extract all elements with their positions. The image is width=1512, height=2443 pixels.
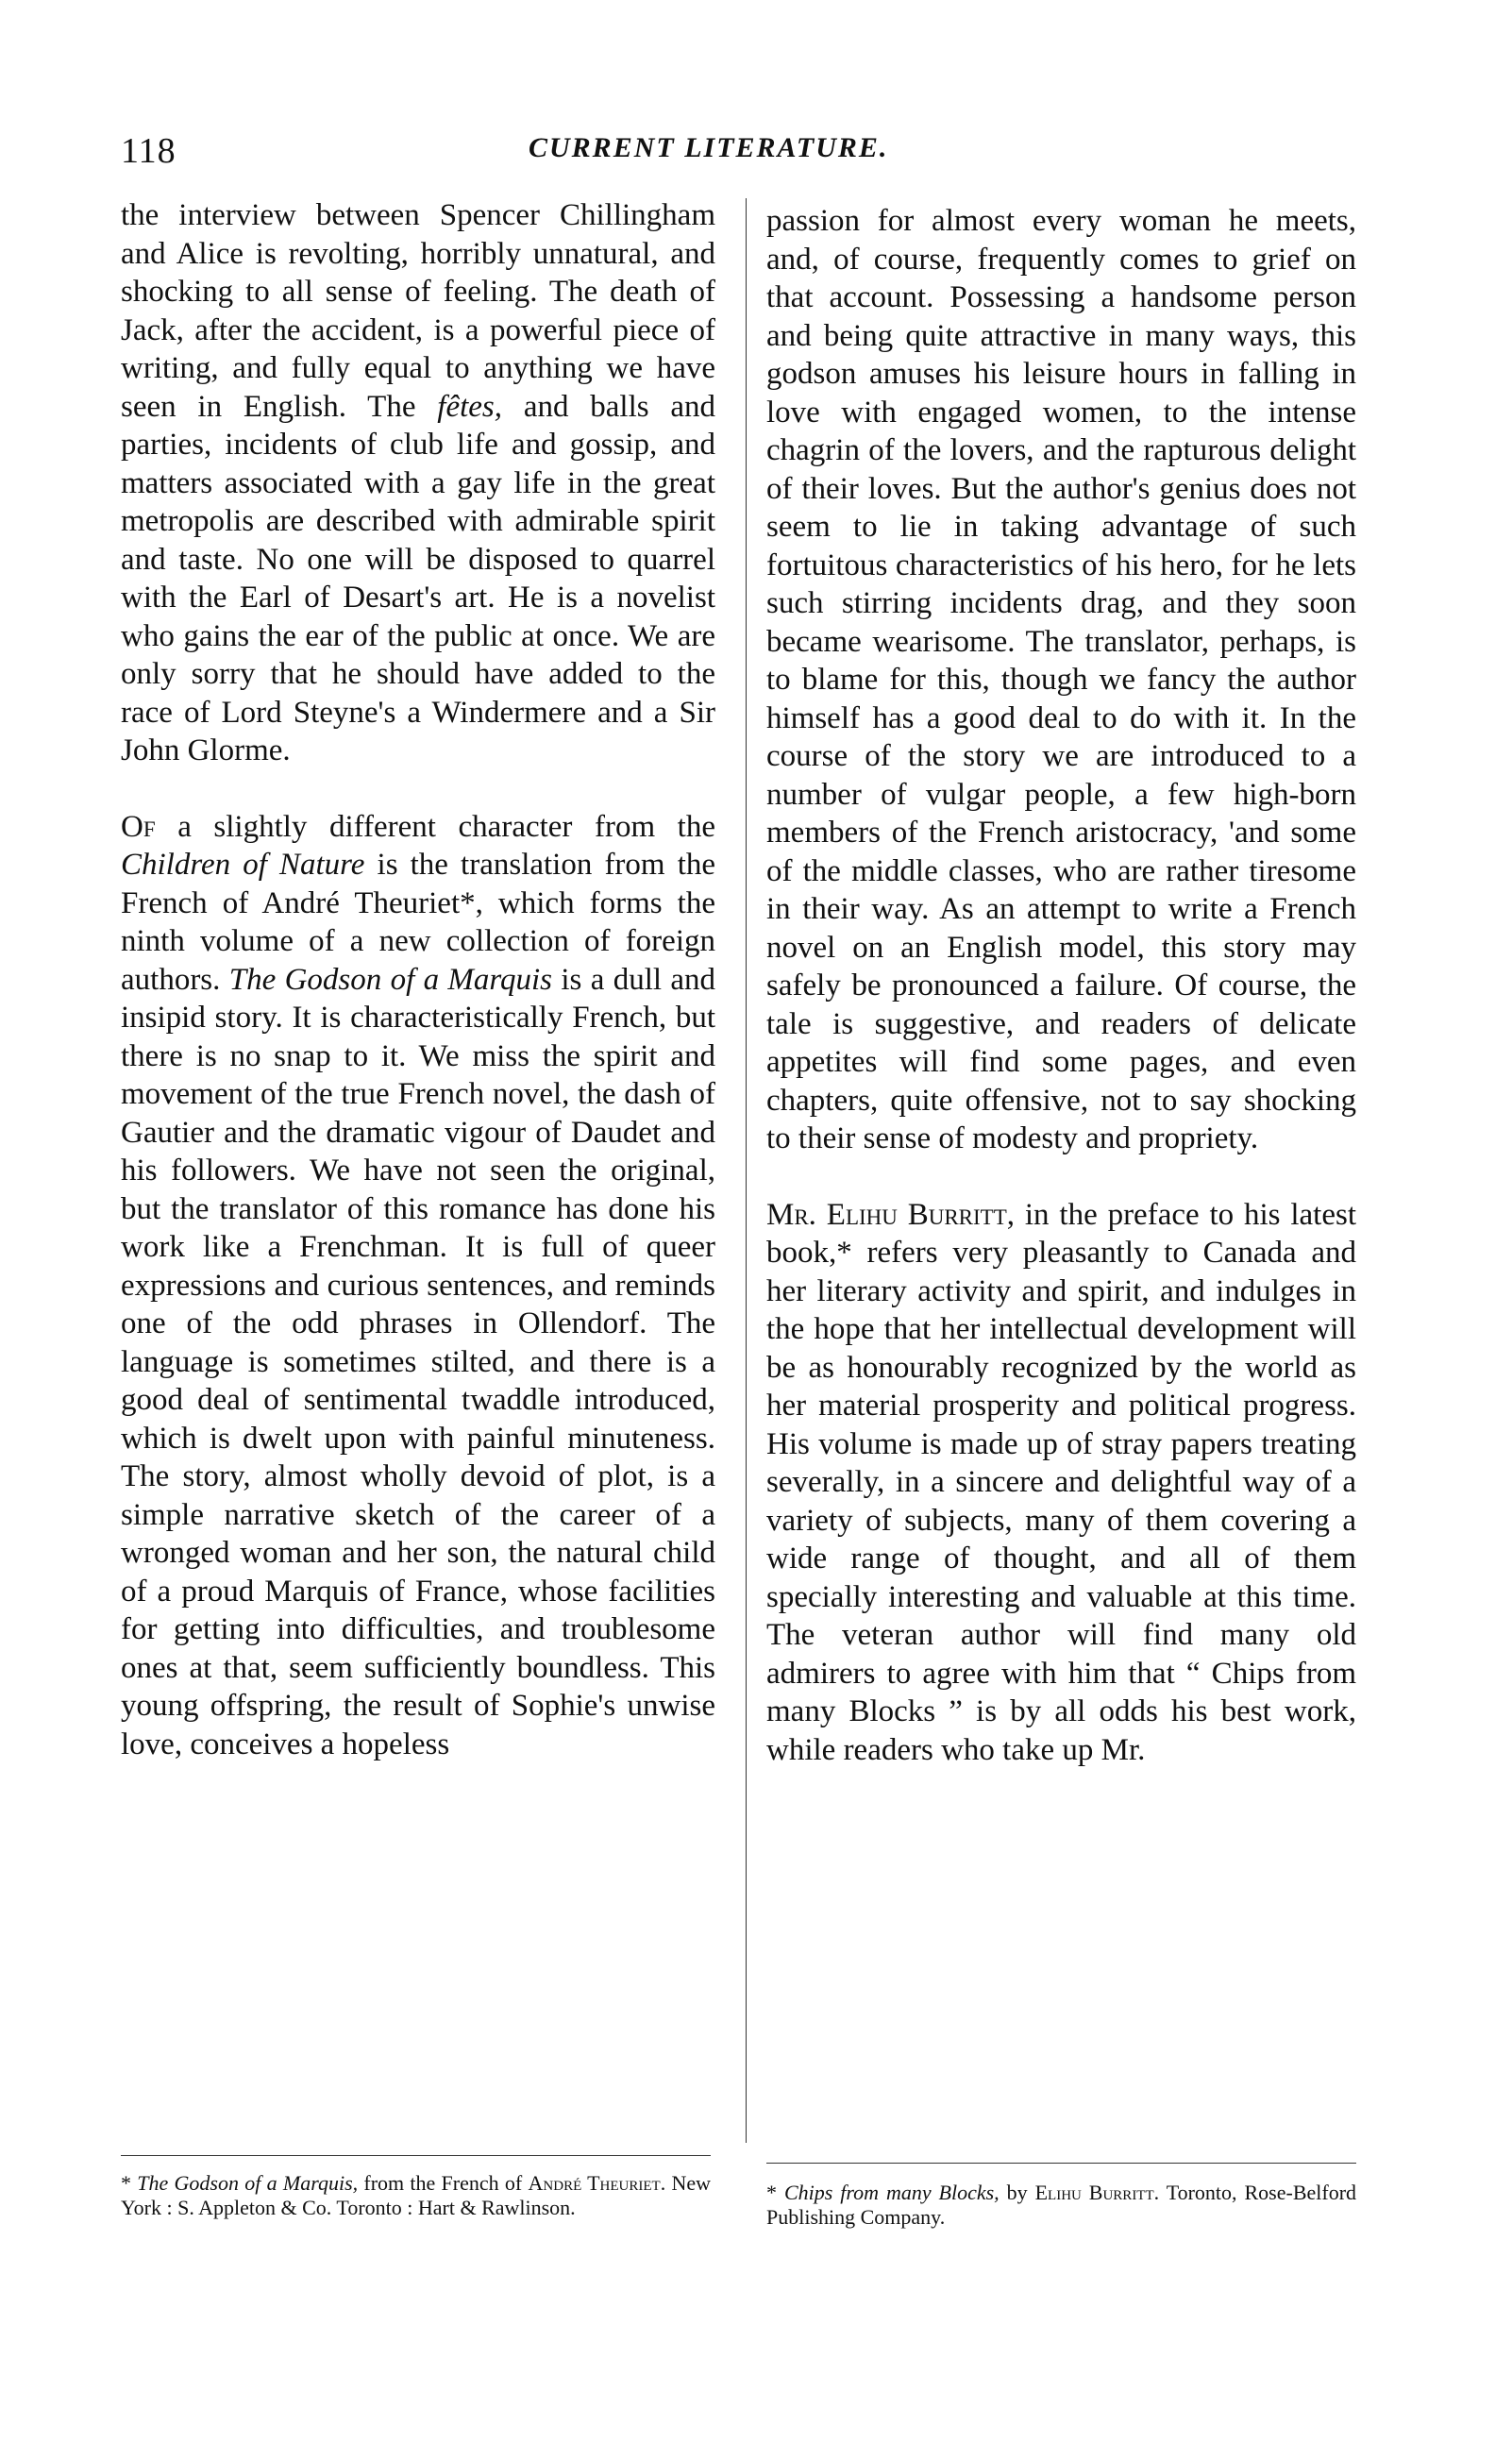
footnote-right-pub: Toronto, Rose-Belford Publishing Company. (766, 2181, 1357, 2229)
footnote-right-title: Chips from many Blocks, (783, 2181, 1000, 2204)
footnote-left-title: The Godson of a Marquis, (137, 2171, 359, 2195)
left-p1-text: the interview between Spencer Chillingham and Alice is revolting, horribly unnatural, and shocking to all sense of feeling. The death of Jack, after the accident, is a powerful piece of writing, and fully equal to anything we have seen in English. The (121, 198, 715, 424)
left-p2-a: a slightly different character from the (177, 809, 715, 844)
column-divider (746, 198, 747, 2143)
footnote-rule-right (766, 2163, 1356, 2164)
footnote-left (121, 2171, 711, 2220)
left-paragraph-1 (121, 196, 715, 770)
right-paragraph-2 (766, 1196, 1356, 1770)
left-column (121, 196, 715, 1801)
footnote-rule-left (121, 2155, 711, 2156)
page-number: 118 (121, 131, 176, 171)
left-p2-b: is the translation from the French of André Theuriet*, which forms the ninth volume of a new collection of foreign authors. (121, 848, 716, 997)
left-p2-c: is a dull and insipid story. It is characteristically French, but there is no snap to it. We miss the spirit and movement of the true French novel, the dash of Gautier and the dramatic vigour of Daudet and his followers. We have not seen the original, but the translator of this romance has done his work like a Frenchman. It is full of queer expressions and curious sentences, and reminds one of the odd phrases in Ollendorf. The language is sometimes stilted, and there is a good deal of sentimental twaddle introduced, which is dwelt upon with painful minuteness. The story, almost wholly devoid of plot, is a simple narrative sketch of the career of a wronged woman and her son, the natural child of a proud Marquis of France, whose facilities for getting into difficulties, and troublesome ones at that, seem sufficiently boundless. This young offspring, the result of Sophie's unwise love, conceives a hopeless (121, 962, 716, 1761)
right-paragraph-1: passion for almost every woman he meets, and, of course, frequently comes to grief on that account. Possessing a handsome person and being quite attractive in many ways, this godson amuses his leisure hours in falling in love with engaged women, to the intense chagrin of the lovers, and the rapturous delight of their loves. But the author's genius does not seem to lie in taking advantage of such fortuitous characteristics of his hero, for he lets such stirring incidents drag, and they soon became wearisome. The translator, perhaps, is to blame for this, though we fancy the author himself has a good deal to do with it. In the course of the story we are introduced to a number of vulgar people, a few high-born members of the French aristocracy, 'and some of the middle classes, who are rather tiresome in their way. As an attempt to write a French novel on an English model, this story may safely be pronounced a failure. Of course, the tale is suggestive, and readers of delicate appetites will find some pages, and even chapters, quite offensive, not to say shocking to their sense of modesty and propriety. (766, 204, 1356, 1155)
footnote-left-star: * (121, 2171, 131, 2195)
left-p1-italic: fêtes, (437, 389, 503, 424)
running-title: CURRENT LITERATURE. (529, 132, 889, 163)
left-paragraph-2 (121, 808, 715, 1764)
left-p2-italic-2: The Godson of a Marquis (228, 962, 553, 997)
footnote-right (766, 2181, 1356, 2230)
footnote-left-text: from the French of (363, 2171, 523, 2195)
footnote-right-star: * (766, 2181, 777, 2204)
footnote-left-pub: New York : S. Appleton & Co. Toronto : Hart & Rawlinson. (121, 2171, 712, 2219)
left-p1-rest: and balls and parties, incidents of club life and gossip, and matters associated with a gay life in the great metropolis are described with admirable spirit and taste. No one will be disposed to quarrel with the Earl of Desart's art. He is a novelist who gains the ear of the public at once. We are only sorry that he should have added to the race of Lord Steyne's a Windermere and a Sir John Glorme. (121, 389, 716, 767)
right-p2-a: in the preface to his latest book,* refers very pleasantly to Canada and her literary activity and spirit, and indulges in the hope that her intellectual development will be as honourably recognized by the world as her material prosperity and political progress. His volume is made up of stray papers treating severally, in a sincere and delightful way of a variety of subjects, many of them covering a wide range of thought, and all of them specially interesting and valuable at this time. The veteran author will find many old admirers to agree with him that “ Chips from many Blocks ” is by all odds his best work, while readers who take up Mr. (766, 1197, 1356, 1767)
right-p2-lead: Mr. Elihu Burritt, (766, 1197, 1016, 1232)
footnote-right-author: Elihu Burritt. (1034, 2181, 1160, 2204)
right-column (766, 202, 1356, 1807)
left-p2-italic-1: Children of Nature (121, 848, 365, 882)
footnote-right-text: by (1006, 2181, 1028, 2204)
left-p2-lead: Of (121, 809, 156, 844)
footnote-left-author: André Theuriet. (528, 2171, 666, 2195)
